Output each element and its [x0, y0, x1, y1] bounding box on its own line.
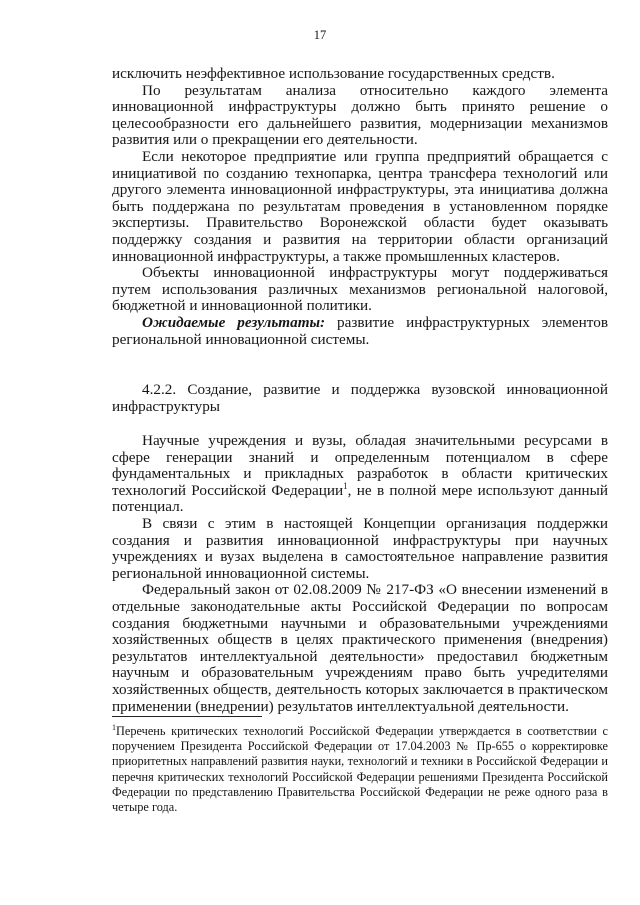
expected-results-text: развитие инфраструктурных элементов региональной инновационной системы. [112, 313, 608, 348]
footnote-divider [112, 716, 262, 717]
section-heading-block [112, 382, 608, 415]
paragraph-universities [112, 433, 608, 516]
footnote-reference: 1 [343, 480, 348, 491]
body-text-bottom [112, 433, 608, 715]
footnote-marker: 1 [112, 722, 116, 732]
expected-results-label: Ожидаемые результаты: [142, 313, 326, 331]
page-number: 17 [313, 28, 327, 42]
paragraph-expected-results [112, 315, 608, 348]
section-heading: 4.2.2. Создание, развитие и поддержка вузовской инновационной инфраструктуры [112, 381, 608, 415]
body-text-top [112, 66, 608, 348]
paragraph-continuation: исключить неэффективное использование государственных средств. [112, 65, 555, 82]
paragraph-universities-tail: , не в полной мере используют данный потенциал. [112, 481, 608, 516]
footnote-text: Перечень критических технологий Российской Федерации утверждается в соответствии с поручением Президента Российской Федерации от 17.04.2003 № Пр-655 о корректировке приоритетных направлений развития науки, технологий и техники в Российской Федерации и перечня критических технологий Российской Федерации решениями Президента Российской Федерации по представлению Правительства Российской Федерации не реже одного раза в четыре года. [112, 724, 608, 815]
footnote [112, 724, 608, 815]
paragraph-policy: Объекты инновационной инфраструктуры могут поддерживаться путем использования различных механизмов региональной налоговой, бюджетной и инновационной политики. [112, 264, 608, 315]
paragraph-universities-text: Научные учреждения и вузы, обладая значительными ресурсами в сфере генерации знаний и определенным потенциалом в сфере фундаментальных и прикладных разработок в области критических технологий Российской Федерации [112, 432, 608, 499]
paragraph-concept: В связи с этим в настоящей Концепции организация поддержки создания и развития инновационной инфраструктуры при научных учреждениях и вузах выделена в самостоятельное направление развития региональной инновационной системы. [112, 514, 608, 582]
paragraph-analysis: По результатам анализа относительно каждого элемента инновационной инфраструктуры должно быть принято решение о целесообразности его дальнейшего развития, модернизации механизмов развития или о прекращении его деятельности. [112, 81, 608, 149]
paragraph-federal-law: Федеральный закон от 02.08.2009 № 217-ФЗ «О внесении изменений в отдельные законодательные акты Российской Федерации по вопросам создания бюджетными научными и образовательными учреждениями хозяйственных обществ в целях практического применения (внедрения) результатов интеллектуальной деятельности» предоставил бюджетным научным и образовательным учреждениям право быть учредителями хозяйственных обществ, деятельность которых заключается в практическом применении (внедрении) результатов интеллектуальной деятельности. [112, 581, 608, 715]
paragraph-initiative: Если некоторое предприятие или группа предприятий обращается с инициативой по созданию технопарка, центра трансфера технологий или другого элемента инновационной инфраструктуры, эта инициатива должна быть поддержана по результатам проведения в установленном порядке экспертизы. Правительство Воронежской области будет оказывать поддержку создания и развития на территории области организаций инновационной инфраструктуры, а также промышленных кластеров. [112, 147, 608, 265]
